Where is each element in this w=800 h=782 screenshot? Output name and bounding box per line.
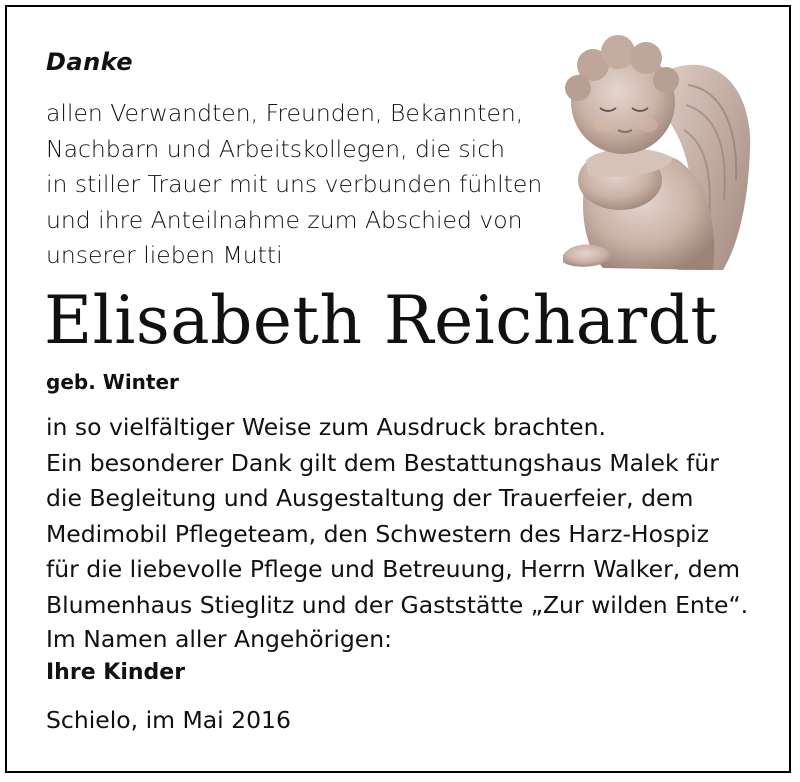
body-line: für die liebevolle Pflege und Betreuung, Herrn Walker, dem xyxy=(46,555,740,583)
body-text xyxy=(46,410,776,623)
intro-line: Nachbarn und Arbeitskollegen, die sich xyxy=(46,134,506,163)
intro-line: unserer lieben Mutti xyxy=(46,241,283,269)
body-line: in so vielfältiger Weise zum Ausdruck brachten. xyxy=(46,413,606,441)
birth-name: geb. Winter xyxy=(46,370,179,394)
body-line: Ein besonderer Dank gilt dem Bestattungshaus Malek für xyxy=(46,448,719,477)
signer: Ihre Kinder xyxy=(46,660,186,685)
intro-line: und ihre Anteilnahme zum Abschied von xyxy=(46,205,523,234)
intro-text xyxy=(46,96,546,274)
thanks-heading: Danke xyxy=(46,48,134,76)
body-line: Blumenhaus Stieglitz und der Gaststätte „Zur wilden Ente“. xyxy=(46,590,749,619)
body-line: die Begleitung und Ausgestaltung der Trauerfeier, dem xyxy=(46,484,694,512)
angel-figure-image xyxy=(548,30,758,278)
body-line: Medimobil Pflegeteam, den Schwestern des Harz-Hospiz xyxy=(46,519,709,548)
intro-line: in stiller Trauer mit uns verbunden fühlten xyxy=(46,170,543,198)
deceased-name: Elisabeth Reichardt xyxy=(44,282,718,359)
place-date: Schielo, im Mai 2016 xyxy=(46,706,291,734)
closing-line: Im Namen aller Angehörigen: xyxy=(46,625,393,653)
intro-line: allen Verwandten, Freunden, Bekannten, xyxy=(46,99,524,127)
